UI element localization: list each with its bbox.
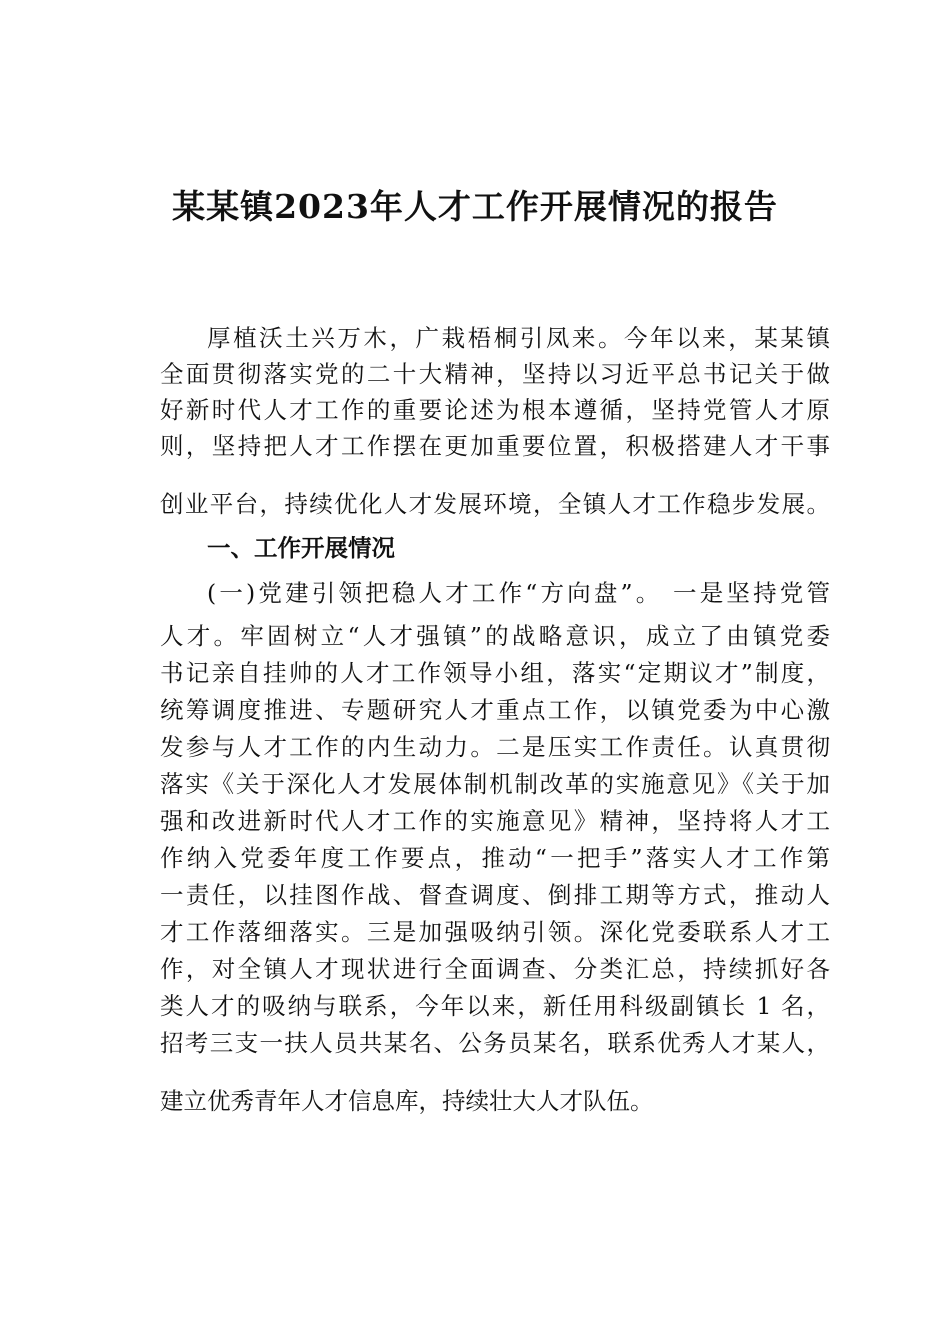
- body-line: 一责任，以挂图作战、督查调度、倒排工期等方式，推动人: [160, 881, 830, 909]
- body-line: 强和改进新时代人才工作的实施意见》精神，坚持将人才工: [160, 807, 830, 835]
- body-line: 类人才的吸纳与联系，今年以来，新任用科级副镇长 1 名，: [160, 992, 830, 1020]
- document-title: 某某镇2023年人才工作开展情况的报告: [172, 187, 778, 226]
- body-line: 人才。牢固树立“人才强镇”的战略意识，成立了由镇党委: [160, 622, 830, 650]
- body-line: 发参与人才工作的内生动力。二是压实工作责任。认真贯彻: [160, 733, 830, 761]
- intro-line: 好新时代人才工作的重要论述为根本遵循，坚持党管人才原: [160, 396, 830, 424]
- body-line: 书记亲自挂帅的人才工作领导小组，落实“定期议才”制度，: [160, 659, 830, 687]
- body-line: 统筹调度推进、专题研究人才重点工作，以镇党委为中心激: [160, 696, 830, 724]
- body-line: 作，对全镇人才现状进行全面调查、分类汇总，持续抓好各: [160, 955, 830, 983]
- body-line: 作纳入党委年度工作要点，推动“一把手”落实人才工作第: [160, 844, 830, 872]
- body-line: 招考三支一扶人员共某名、公务员某名，联系优秀人才某人，: [160, 1029, 830, 1057]
- intro-line: 厚植沃土兴万木，广栽梧桐引凤来。今年以来，某某镇: [207, 324, 830, 352]
- body-line: 才工作落细落实。三是加强吸纳引领。深化党委联系人才工: [160, 918, 830, 946]
- section-heading: 一、工作开展情况: [207, 534, 395, 562]
- intro-line: 全面贯彻落实党的二十大精神，坚持以习近平总书记关于做: [160, 360, 830, 388]
- body-line: 建立优秀青年人才信息库，持续壮大人才队伍。: [160, 1087, 654, 1115]
- body-line: (一)党建引领把稳人才工作“方向盘”。 一是坚持党管: [207, 579, 830, 607]
- intro-line: 创业平台，持续优化人才发展环境，全镇人才工作稳步发展。: [160, 490, 830, 518]
- intro-line: 则，坚持把人才工作摆在更加重要位置，积极搭建人才干事: [160, 432, 830, 460]
- body-line: 落实《关于深化人才发展体制机制改革的实施意见》《关于加: [160, 770, 830, 798]
